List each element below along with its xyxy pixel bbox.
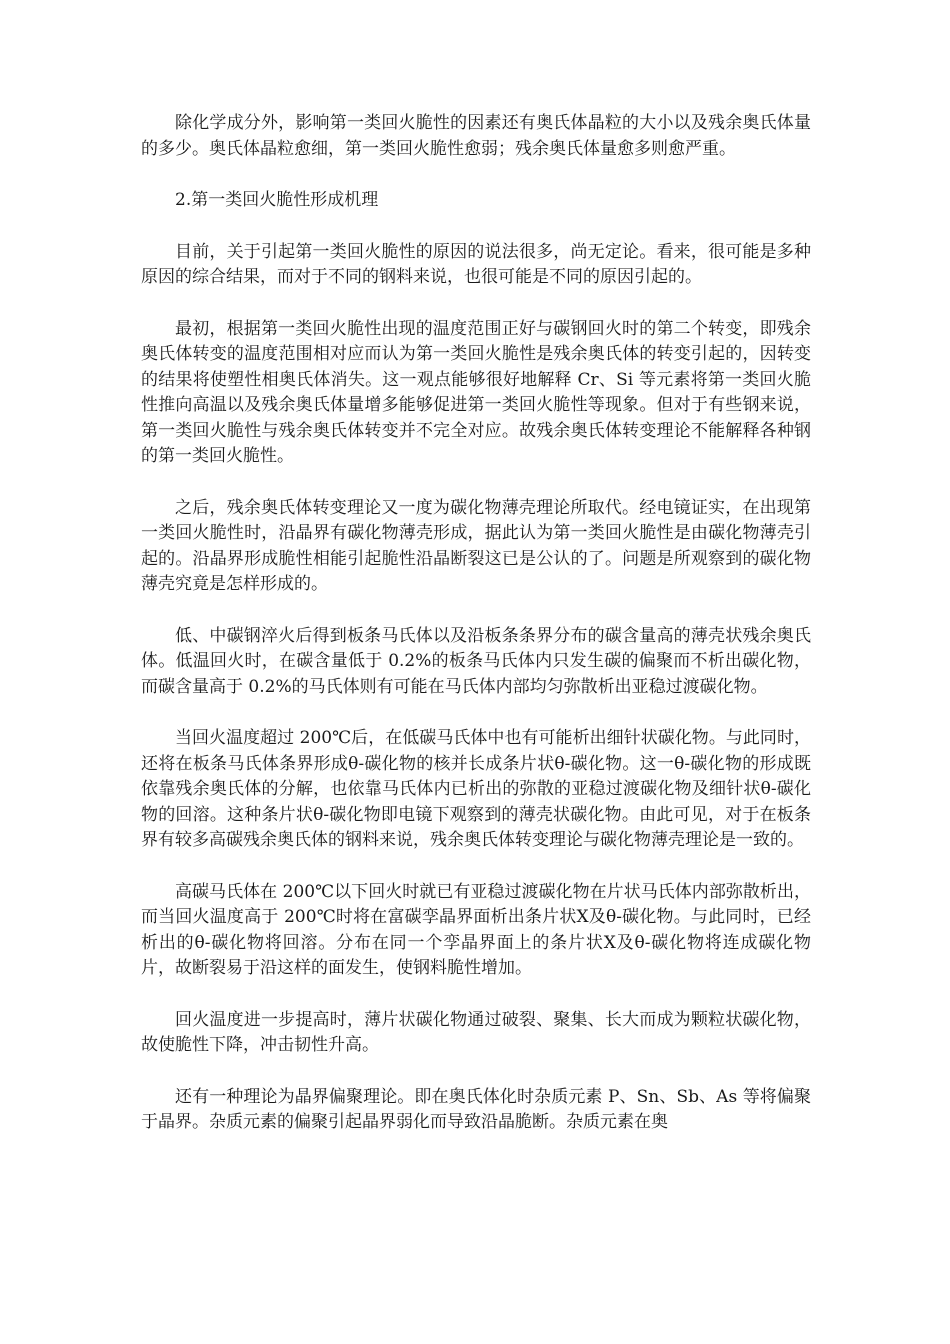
paragraph-high-carbon-martensite: 高碳马氏体在 200℃以下回火时就已有亚稳过渡碳化物在片状马氏体内部弥散析出，而当回火温度高于 200℃时将在富碳孪晶界面析出条片状Χ及θ-碳化物。与此同时，已经析出的θ-碳化物将回溶。分布在同一个孪晶界面上的条片状Χ及θ-碳化物将连成碳化物片，故断裂易于沿这样的面发生，使钢料脆性增加。 xyxy=(141,881,811,978)
paragraph-above-200c: 当回火温度超过 200℃后，在低碳马氏体中也有可能析出细针状碳化物。与此同时，还将在板条马氏体条界形成θ-碳化物的核并长成条片状θ-碳化物。这一θ-碳化物的形成既依靠残余奥氏体的分解，也依靠马氏体内已析出的弥散的亚稳过渡碳化物及细针状θ-碳化物的回溶。这种条片状θ-碳化物即电镜下观察到的薄壳状碳化物。由此可见，对于在板条界有较多高碳残余奥氏体的钢料来说，残余奥氏体转变理论与碳化物薄壳理论是一致的。 xyxy=(141,728,811,850)
paragraph-higher-temperature: 回火温度进一步提高时，薄片状碳化物通过破裂、聚集、长大而成为颗粒状碳化物，故使脆性下降，冲击韧性升高。 xyxy=(141,1009,811,1055)
section-heading-mechanism: 2.第一类回火脆性形成机理 xyxy=(175,190,379,210)
paragraph-low-medium-carbon: 低、中碳钢淬火后得到板条马氏体以及沿板条条界分布的碳含量高的薄壳状残余奥氏体。低温回火时，在碳含量低于 0.2%的板条马氏体内只发生碳的偏聚而不析出碳化物，而碳含量高于 0.2%的马氏体则有可能在马氏体内部均匀弥散析出亚稳过渡碳化物。 xyxy=(141,625,811,697)
paragraph-retained-austenite-theory: 最初，根据第一类回火脆性出现的温度范围正好与碳钢回火时的第二个转变，即残余奥氏体转变的温度范围相对应而认为第一类回火脆性是残余奥氏体的转变引起的，因转变的结果将使塑性相奥氏体消失。这一观点能够很好地解释 Cr、Si 等元素将第一类回火脆性推向高温以及残余奥氏体量增多能够促进第一类回火脆性等现象。但对于有些钢来说，第一类回火脆性与残余奥氏体转变并不完全对应。故残余奥氏体转变理论不能解释各种钢的第一类回火脆性。 xyxy=(141,318,811,466)
document-body xyxy=(141,111,811,1162)
paragraph-carbide-shell-theory: 之后，残余奥氏体转变理论又一度为碳化物薄壳理论所取代。经电镜证实，在出现第一类回火脆性时，沿晶界有碳化物薄壳形成，据此认为第一类回火脆性是由碳化物薄壳引起的。沿晶界形成脆性相能引起脆性沿晶断裂这已是公认的了。问题是所观察到的碳化物薄壳究竟是怎样形成的。 xyxy=(141,497,811,594)
paragraph-grain-boundary-segregation: 还有一种理论为晶界偏聚理论。即在奥氏体化时杂质元素 P、Sn、Sb、As 等将偏聚于晶界。杂质元素的偏聚引起晶界弱化而导致沿晶脆断。杂质元素在奥 xyxy=(141,1086,811,1132)
paragraph-no-consensus: 目前，关于引起第一类回火脆性的原因的说法很多，尚无定论。看来，很可能是多种原因的综合结果，而对于不同的钢料来说，也很可能是不同的原因引起的。 xyxy=(141,241,811,287)
paragraph-grain-size-effect: 除化学成分外，影响第一类回火脆性的因素还有奥氏体晶粒的大小以及残余奥氏体量的多少。奥氏体晶粒愈细，第一类回火脆性愈弱；残余奥氏体量愈多则愈严重。 xyxy=(141,113,811,159)
